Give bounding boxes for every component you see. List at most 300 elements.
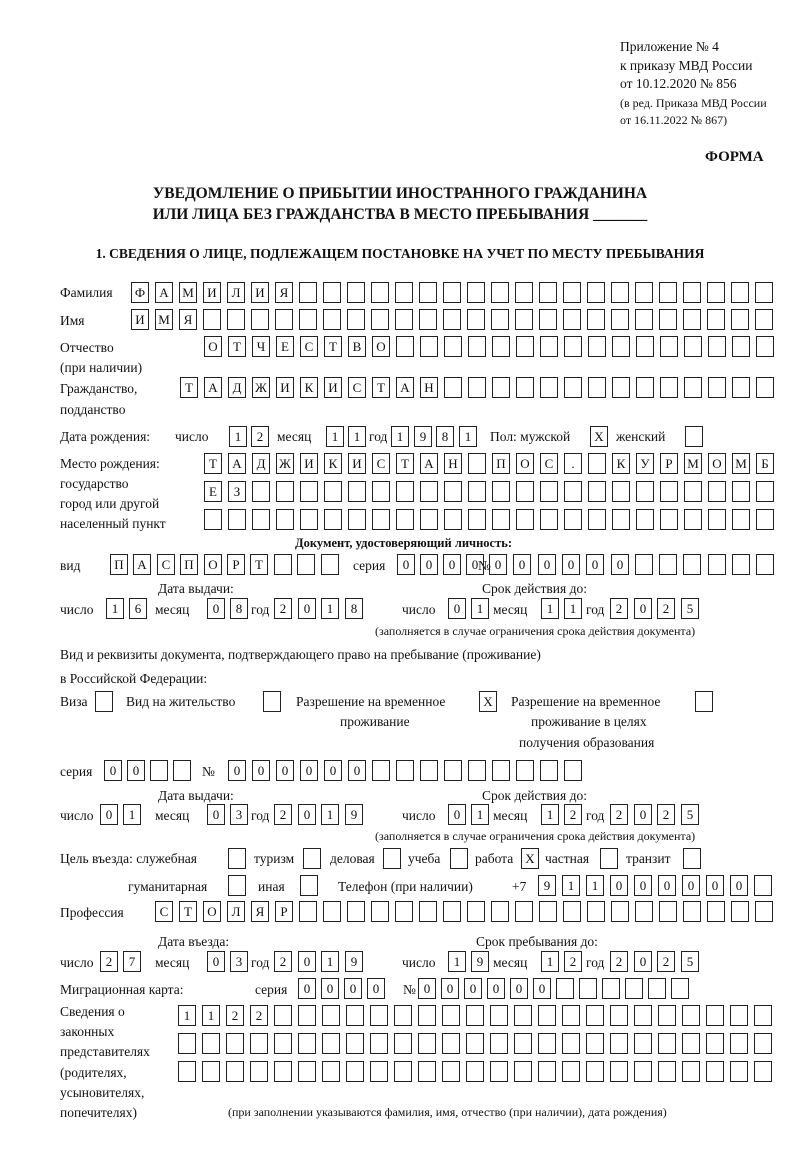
field-cell-stay-number[interactable] bbox=[564, 760, 582, 781]
field-cell-patronymic[interactable] bbox=[684, 336, 702, 357]
field-cell-birthplace3[interactable] bbox=[300, 509, 318, 530]
field-cell-surname[interactable]: И bbox=[203, 282, 221, 303]
field-cell-patronymic[interactable]: Т bbox=[228, 336, 246, 357]
field-cell-doc-kind[interactable] bbox=[274, 554, 292, 575]
field-cell-birthplace2[interactable] bbox=[708, 481, 726, 502]
field-cell-legal3[interactable] bbox=[394, 1061, 412, 1082]
field-cell-legal2[interactable] bbox=[610, 1033, 628, 1054]
field-cell-birthplace2[interactable] bbox=[636, 481, 654, 502]
field-cell-name[interactable] bbox=[539, 309, 557, 330]
field-cell-name[interactable] bbox=[323, 309, 341, 330]
field-cell-citizenship[interactable] bbox=[612, 377, 630, 398]
field-cell-stay-issue-day[interactable]: 1 bbox=[123, 804, 141, 825]
field-cell-name[interactable] bbox=[611, 309, 629, 330]
field-cell-citizenship[interactable] bbox=[492, 377, 510, 398]
field-cell-legal3[interactable] bbox=[610, 1061, 628, 1082]
field-cell-citizenship[interactable]: К bbox=[300, 377, 318, 398]
field-cell-doc-valid-year[interactable]: 2 bbox=[657, 598, 675, 619]
field-cell-legal1[interactable] bbox=[418, 1005, 436, 1026]
field-cell-surname[interactable] bbox=[299, 282, 317, 303]
field-cell-legal2[interactable] bbox=[202, 1033, 220, 1054]
field-cell-mig-number[interactable]: 0 bbox=[533, 978, 551, 999]
field-cell-patronymic[interactable] bbox=[444, 336, 462, 357]
field-cell-doc-valid-year[interactable]: 0 bbox=[634, 598, 652, 619]
field-cell-doc-number[interactable] bbox=[635, 554, 653, 575]
field-cell-phone[interactable]: 0 bbox=[610, 875, 628, 896]
field-cell-legal3[interactable] bbox=[202, 1061, 220, 1082]
field-cell-doc-number[interactable] bbox=[659, 554, 677, 575]
field-cell-stay-valid-day[interactable]: 1 bbox=[471, 804, 489, 825]
field-cell-birthplace3[interactable] bbox=[756, 509, 774, 530]
field-cell-doc-issue-day[interactable]: 6 bbox=[129, 598, 147, 619]
field-cell-birthplace2[interactable] bbox=[396, 481, 414, 502]
field-cell-legal3[interactable] bbox=[706, 1061, 724, 1082]
field-cell-phone[interactable]: 0 bbox=[706, 875, 724, 896]
field-cell-citizenship[interactable]: И bbox=[324, 377, 342, 398]
field-cell-doc-issue-year[interactable]: 0 bbox=[298, 598, 316, 619]
field-cell-surname[interactable]: А bbox=[155, 282, 173, 303]
checkbox-chk-visa[interactable] bbox=[95, 691, 113, 712]
field-cell-legal2[interactable] bbox=[370, 1033, 388, 1054]
field-cell-stay-until-day[interactable]: 9 bbox=[471, 951, 489, 972]
field-cell-patronymic[interactable]: Ч bbox=[252, 336, 270, 357]
field-cell-birthplace1[interactable]: И bbox=[348, 453, 366, 474]
field-cell-name[interactable] bbox=[467, 309, 485, 330]
field-cell-surname[interactable]: Ф bbox=[131, 282, 149, 303]
field-cell-name[interactable] bbox=[755, 309, 773, 330]
field-cell-birthplace3[interactable] bbox=[612, 509, 630, 530]
field-cell-doc-number[interactable]: 0 bbox=[489, 554, 507, 575]
field-cell-profession[interactable] bbox=[635, 901, 653, 922]
field-cell-legal1[interactable] bbox=[610, 1005, 628, 1026]
field-cell-name[interactable] bbox=[275, 309, 293, 330]
field-cell-legal1[interactable] bbox=[730, 1005, 748, 1026]
field-cell-legal1[interactable] bbox=[538, 1005, 556, 1026]
field-cell-doc-kind[interactable]: Т bbox=[250, 554, 268, 575]
field-cell-legal3[interactable] bbox=[370, 1061, 388, 1082]
field-cell-legal2[interactable] bbox=[250, 1033, 268, 1054]
field-cell-name[interactable] bbox=[227, 309, 245, 330]
field-cell-birthplace2[interactable] bbox=[348, 481, 366, 502]
field-cell-entry-month[interactable]: 0 bbox=[207, 951, 225, 972]
field-cell-birthplace2[interactable]: З bbox=[228, 481, 246, 502]
field-cell-stay-number[interactable] bbox=[516, 760, 534, 781]
field-cell-doc-kind[interactable]: С bbox=[157, 554, 175, 575]
field-cell-birthplace2[interactable] bbox=[516, 481, 534, 502]
field-cell-doc-number[interactable] bbox=[756, 554, 774, 575]
field-cell-legal2[interactable] bbox=[442, 1033, 460, 1054]
field-cell-doc-number[interactable]: 0 bbox=[586, 554, 604, 575]
field-cell-surname[interactable] bbox=[443, 282, 461, 303]
field-cell-doc-kind[interactable]: Р bbox=[227, 554, 245, 575]
field-cell-dob-year[interactable]: 1 bbox=[391, 426, 409, 447]
field-cell-patronymic[interactable]: В bbox=[348, 336, 366, 357]
field-cell-entry-day[interactable]: 7 bbox=[123, 951, 141, 972]
field-cell-legal3[interactable] bbox=[322, 1061, 340, 1082]
field-cell-phone[interactable]: 0 bbox=[730, 875, 748, 896]
field-cell-mig-number[interactable] bbox=[671, 978, 689, 999]
field-cell-birthplace1[interactable]: Н bbox=[444, 453, 462, 474]
field-cell-birthplace2[interactable] bbox=[756, 481, 774, 502]
field-cell-stay-valid-month[interactable]: 2 bbox=[564, 804, 582, 825]
field-cell-surname[interactable] bbox=[731, 282, 749, 303]
field-cell-birthplace1[interactable] bbox=[468, 453, 486, 474]
field-cell-profession[interactable] bbox=[683, 901, 701, 922]
field-cell-name[interactable] bbox=[731, 309, 749, 330]
field-cell-legal1[interactable] bbox=[514, 1005, 532, 1026]
field-cell-legal1[interactable]: 1 bbox=[202, 1005, 220, 1026]
field-cell-birthplace2[interactable] bbox=[468, 481, 486, 502]
field-cell-doc-series[interactable]: 0 bbox=[466, 554, 484, 575]
field-cell-legal2[interactable] bbox=[418, 1033, 436, 1054]
field-cell-legal3[interactable] bbox=[514, 1061, 532, 1082]
field-cell-profession[interactable] bbox=[371, 901, 389, 922]
field-cell-patronymic[interactable] bbox=[732, 336, 750, 357]
field-cell-stay-series[interactable] bbox=[173, 760, 191, 781]
field-cell-entry-year[interactable]: 1 bbox=[321, 951, 339, 972]
field-cell-birthplace1[interactable]: А bbox=[228, 453, 246, 474]
field-cell-birthplace3[interactable] bbox=[636, 509, 654, 530]
field-cell-doc-number[interactable]: 0 bbox=[562, 554, 580, 575]
field-cell-legal3[interactable] bbox=[754, 1061, 772, 1082]
field-cell-citizenship[interactable] bbox=[540, 377, 558, 398]
field-cell-phone[interactable]: 0 bbox=[682, 875, 700, 896]
field-cell-mig-series[interactable]: 0 bbox=[298, 978, 316, 999]
field-cell-patronymic[interactable] bbox=[468, 336, 486, 357]
field-cell-legal3[interactable] bbox=[634, 1061, 652, 1082]
field-cell-name[interactable] bbox=[587, 309, 605, 330]
field-cell-stay-valid-year[interactable]: 2 bbox=[657, 804, 675, 825]
field-cell-stay-issue-month[interactable]: 0 bbox=[207, 804, 225, 825]
field-cell-legal3[interactable] bbox=[442, 1061, 460, 1082]
field-cell-doc-series[interactable]: 0 bbox=[420, 554, 438, 575]
field-cell-birthplace3[interactable] bbox=[204, 509, 222, 530]
field-cell-name[interactable] bbox=[395, 309, 413, 330]
field-cell-birthplace1[interactable]: М bbox=[732, 453, 750, 474]
field-cell-birthplace3[interactable] bbox=[468, 509, 486, 530]
field-cell-patronymic[interactable] bbox=[588, 336, 606, 357]
field-cell-doc-valid-month[interactable]: 1 bbox=[541, 598, 559, 619]
field-cell-citizenship[interactable]: С bbox=[348, 377, 366, 398]
field-cell-legal1[interactable] bbox=[682, 1005, 700, 1026]
field-cell-name[interactable] bbox=[659, 309, 677, 330]
field-cell-surname[interactable] bbox=[755, 282, 773, 303]
field-cell-legal2[interactable] bbox=[634, 1033, 652, 1054]
field-cell-surname[interactable] bbox=[635, 282, 653, 303]
field-cell-patronymic[interactable] bbox=[612, 336, 630, 357]
field-cell-doc-kind[interactable]: П bbox=[110, 554, 128, 575]
field-cell-phone[interactable]: 1 bbox=[586, 875, 604, 896]
field-cell-phone[interactable]: 0 bbox=[658, 875, 676, 896]
field-cell-birthplace3[interactable] bbox=[660, 509, 678, 530]
field-cell-birthplace2[interactable] bbox=[612, 481, 630, 502]
checkbox-p-work[interactable]: X bbox=[521, 848, 539, 869]
field-cell-birthplace1[interactable]: К bbox=[612, 453, 630, 474]
field-cell-mig-number[interactable] bbox=[648, 978, 666, 999]
checkbox-p-tourism[interactable] bbox=[303, 848, 321, 869]
field-cell-profession[interactable] bbox=[731, 901, 749, 922]
checkbox-p-transit[interactable] bbox=[683, 848, 701, 869]
field-cell-profession[interactable] bbox=[491, 901, 509, 922]
field-cell-profession[interactable] bbox=[347, 901, 365, 922]
field-cell-birthplace1[interactable]: И bbox=[300, 453, 318, 474]
field-cell-surname[interactable] bbox=[515, 282, 533, 303]
field-cell-legal3[interactable] bbox=[178, 1061, 196, 1082]
field-cell-profession[interactable] bbox=[419, 901, 437, 922]
field-cell-doc-valid-year[interactable]: 5 bbox=[681, 598, 699, 619]
field-cell-stay-issue-year[interactable]: 0 bbox=[298, 804, 316, 825]
field-cell-surname[interactable] bbox=[707, 282, 725, 303]
field-cell-legal2[interactable] bbox=[538, 1033, 556, 1054]
field-cell-profession[interactable]: Л bbox=[227, 901, 245, 922]
field-cell-legal1[interactable]: 1 bbox=[178, 1005, 196, 1026]
field-cell-citizenship[interactable]: А bbox=[204, 377, 222, 398]
field-cell-birthplace2[interactable] bbox=[324, 481, 342, 502]
field-cell-profession[interactable]: С bbox=[155, 901, 173, 922]
field-cell-birthplace2[interactable] bbox=[588, 481, 606, 502]
field-cell-citizenship[interactable]: Н bbox=[420, 377, 438, 398]
field-cell-patronymic[interactable] bbox=[636, 336, 654, 357]
checkbox-sex-female[interactable] bbox=[685, 426, 703, 447]
field-cell-birthplace3[interactable] bbox=[276, 509, 294, 530]
field-cell-legal2[interactable] bbox=[730, 1033, 748, 1054]
field-cell-citizenship[interactable] bbox=[756, 377, 774, 398]
field-cell-legal2[interactable] bbox=[706, 1033, 724, 1054]
checkbox-chk-trp-edu[interactable] bbox=[695, 691, 713, 712]
field-cell-doc-number[interactable] bbox=[683, 554, 701, 575]
field-cell-birthplace2[interactable] bbox=[540, 481, 558, 502]
field-cell-legal2[interactable] bbox=[754, 1033, 772, 1054]
field-cell-birthplace2[interactable] bbox=[660, 481, 678, 502]
field-cell-patronymic[interactable]: С bbox=[300, 336, 318, 357]
field-cell-stay-issue-month[interactable]: 3 bbox=[230, 804, 248, 825]
field-cell-doc-series[interactable]: 0 bbox=[443, 554, 461, 575]
checkbox-p-private[interactable] bbox=[600, 848, 618, 869]
field-cell-profession[interactable]: Р bbox=[275, 901, 293, 922]
field-cell-profession[interactable]: Т bbox=[179, 901, 197, 922]
field-cell-name[interactable] bbox=[371, 309, 389, 330]
field-cell-birthplace1[interactable]: Д bbox=[252, 453, 270, 474]
field-cell-mig-number[interactable]: 0 bbox=[510, 978, 528, 999]
field-cell-profession[interactable]: Я bbox=[251, 901, 269, 922]
field-cell-legal3[interactable] bbox=[562, 1061, 580, 1082]
field-cell-doc-valid-day[interactable]: 0 bbox=[448, 598, 466, 619]
field-cell-surname[interactable] bbox=[659, 282, 677, 303]
checkbox-p-service[interactable] bbox=[228, 848, 246, 869]
field-cell-patronymic[interactable] bbox=[756, 336, 774, 357]
field-cell-legal2[interactable] bbox=[298, 1033, 316, 1054]
field-cell-birthplace1[interactable]: Т bbox=[396, 453, 414, 474]
field-cell-stay-valid-year[interactable]: 2 bbox=[610, 804, 628, 825]
field-cell-citizenship[interactable]: Д bbox=[228, 377, 246, 398]
field-cell-birthplace1[interactable]: Т bbox=[204, 453, 222, 474]
field-cell-patronymic[interactable] bbox=[540, 336, 558, 357]
field-cell-surname[interactable] bbox=[371, 282, 389, 303]
checkbox-chk-residence[interactable] bbox=[263, 691, 281, 712]
field-cell-name[interactable] bbox=[563, 309, 581, 330]
field-cell-surname[interactable]: М bbox=[179, 282, 197, 303]
field-cell-legal2[interactable] bbox=[274, 1033, 292, 1054]
field-cell-doc-issue-month[interactable]: 0 bbox=[207, 598, 225, 619]
field-cell-stay-number[interactable] bbox=[540, 760, 558, 781]
field-cell-profession[interactable] bbox=[467, 901, 485, 922]
field-cell-birthplace1[interactable]: П bbox=[492, 453, 510, 474]
field-cell-birthplace3[interactable] bbox=[516, 509, 534, 530]
field-cell-citizenship[interactable] bbox=[468, 377, 486, 398]
field-cell-legal1[interactable] bbox=[394, 1005, 412, 1026]
field-cell-name[interactable] bbox=[683, 309, 701, 330]
field-cell-mig-number[interactable] bbox=[625, 978, 643, 999]
checkbox-chk-trp[interactable]: X bbox=[479, 691, 497, 712]
field-cell-surname[interactable]: Л bbox=[227, 282, 245, 303]
field-cell-birthplace2[interactable] bbox=[492, 481, 510, 502]
field-cell-birthplace3[interactable] bbox=[444, 509, 462, 530]
field-cell-name[interactable] bbox=[635, 309, 653, 330]
field-cell-legal1[interactable] bbox=[634, 1005, 652, 1026]
field-cell-legal1[interactable] bbox=[442, 1005, 460, 1026]
field-cell-stay-number[interactable]: 0 bbox=[300, 760, 318, 781]
field-cell-surname[interactable]: Я bbox=[275, 282, 293, 303]
field-cell-citizenship[interactable]: Ж bbox=[252, 377, 270, 398]
field-cell-mig-number[interactable]: 0 bbox=[464, 978, 482, 999]
field-cell-mig-number[interactable] bbox=[602, 978, 620, 999]
field-cell-doc-issue-year[interactable]: 1 bbox=[321, 598, 339, 619]
field-cell-doc-kind[interactable]: П bbox=[180, 554, 198, 575]
field-cell-dob-year[interactable]: 9 bbox=[414, 426, 432, 447]
field-cell-entry-year[interactable]: 2 bbox=[274, 951, 292, 972]
field-cell-birthplace2[interactable] bbox=[252, 481, 270, 502]
field-cell-legal3[interactable] bbox=[298, 1061, 316, 1082]
field-cell-citizenship[interactable] bbox=[708, 377, 726, 398]
field-cell-profession[interactable] bbox=[539, 901, 557, 922]
field-cell-legal2[interactable] bbox=[682, 1033, 700, 1054]
field-cell-citizenship[interactable] bbox=[684, 377, 702, 398]
field-cell-birthplace2[interactable] bbox=[732, 481, 750, 502]
field-cell-stay-series[interactable]: 0 bbox=[104, 760, 122, 781]
field-cell-legal2[interactable] bbox=[562, 1033, 580, 1054]
field-cell-patronymic[interactable]: О bbox=[372, 336, 390, 357]
field-cell-doc-number[interactable]: 0 bbox=[611, 554, 629, 575]
field-cell-legal1[interactable] bbox=[754, 1005, 772, 1026]
field-cell-profession[interactable] bbox=[707, 901, 725, 922]
field-cell-legal3[interactable] bbox=[466, 1061, 484, 1082]
field-cell-stay-issue-year[interactable]: 9 bbox=[345, 804, 363, 825]
field-cell-legal1[interactable]: 2 bbox=[226, 1005, 244, 1026]
field-cell-mig-series[interactable]: 0 bbox=[367, 978, 385, 999]
field-cell-doc-issue-year[interactable]: 8 bbox=[345, 598, 363, 619]
field-cell-citizenship[interactable]: И bbox=[276, 377, 294, 398]
field-cell-legal2[interactable] bbox=[322, 1033, 340, 1054]
field-cell-surname[interactable] bbox=[347, 282, 365, 303]
field-cell-doc-issue-month[interactable]: 8 bbox=[230, 598, 248, 619]
field-cell-stay-until-year[interactable]: 5 bbox=[681, 951, 699, 972]
field-cell-legal2[interactable] bbox=[346, 1033, 364, 1054]
checkbox-p-other[interactable] bbox=[300, 875, 318, 896]
field-cell-birthplace1[interactable] bbox=[588, 453, 606, 474]
field-cell-name[interactable] bbox=[251, 309, 269, 330]
field-cell-patronymic[interactable] bbox=[516, 336, 534, 357]
field-cell-stay-number[interactable]: 0 bbox=[252, 760, 270, 781]
field-cell-name[interactable] bbox=[707, 309, 725, 330]
field-cell-patronymic[interactable] bbox=[492, 336, 510, 357]
field-cell-mig-number[interactable]: 0 bbox=[418, 978, 436, 999]
field-cell-stay-series[interactable]: 0 bbox=[127, 760, 145, 781]
field-cell-legal3[interactable] bbox=[586, 1061, 604, 1082]
field-cell-name[interactable]: Я bbox=[179, 309, 197, 330]
field-cell-doc-number[interactable] bbox=[732, 554, 750, 575]
field-cell-stay-number[interactable] bbox=[396, 760, 414, 781]
field-cell-surname[interactable] bbox=[419, 282, 437, 303]
field-cell-doc-issue-year[interactable]: 2 bbox=[274, 598, 292, 619]
field-cell-stay-series[interactable] bbox=[150, 760, 168, 781]
field-cell-birthplace3[interactable] bbox=[684, 509, 702, 530]
field-cell-doc-series[interactable]: 0 bbox=[397, 554, 415, 575]
field-cell-doc-valid-day[interactable]: 1 bbox=[471, 598, 489, 619]
field-cell-birthplace2[interactable] bbox=[444, 481, 462, 502]
field-cell-birthplace1[interactable]: С bbox=[372, 453, 390, 474]
field-cell-mig-series[interactable]: 0 bbox=[321, 978, 339, 999]
field-cell-birthplace2[interactable] bbox=[564, 481, 582, 502]
field-cell-stay-issue-year[interactable]: 2 bbox=[274, 804, 292, 825]
field-cell-birthplace1[interactable]: М bbox=[684, 453, 702, 474]
field-cell-stay-number[interactable] bbox=[420, 760, 438, 781]
checkbox-p-humanitarian[interactable] bbox=[228, 875, 246, 896]
field-cell-patronymic[interactable] bbox=[564, 336, 582, 357]
field-cell-citizenship[interactable]: Т bbox=[372, 377, 390, 398]
field-cell-name[interactable] bbox=[515, 309, 533, 330]
field-cell-mig-number[interactable] bbox=[556, 978, 574, 999]
field-cell-name[interactable] bbox=[203, 309, 221, 330]
field-cell-citizenship[interactable]: А bbox=[396, 377, 414, 398]
field-cell-citizenship[interactable] bbox=[660, 377, 678, 398]
field-cell-legal1[interactable] bbox=[586, 1005, 604, 1026]
field-cell-profession[interactable] bbox=[563, 901, 581, 922]
field-cell-profession[interactable]: О bbox=[203, 901, 221, 922]
field-cell-profession[interactable] bbox=[395, 901, 413, 922]
field-cell-stay-until-year[interactable]: 0 bbox=[634, 951, 652, 972]
field-cell-profession[interactable] bbox=[755, 901, 773, 922]
field-cell-legal3[interactable] bbox=[490, 1061, 508, 1082]
field-cell-birthplace3[interactable] bbox=[396, 509, 414, 530]
field-cell-stay-until-month[interactable]: 2 bbox=[564, 951, 582, 972]
field-cell-doc-valid-year[interactable]: 2 bbox=[610, 598, 628, 619]
field-cell-doc-kind[interactable]: А bbox=[133, 554, 151, 575]
field-cell-birthplace3[interactable] bbox=[564, 509, 582, 530]
field-cell-surname[interactable] bbox=[611, 282, 629, 303]
field-cell-stay-number[interactable]: 0 bbox=[228, 760, 246, 781]
field-cell-profession[interactable] bbox=[611, 901, 629, 922]
field-cell-legal3[interactable] bbox=[274, 1061, 292, 1082]
field-cell-name[interactable] bbox=[347, 309, 365, 330]
field-cell-citizenship[interactable]: Т bbox=[180, 377, 198, 398]
field-cell-birthplace3[interactable] bbox=[348, 509, 366, 530]
field-cell-legal3[interactable] bbox=[250, 1061, 268, 1082]
field-cell-legal2[interactable] bbox=[178, 1033, 196, 1054]
field-cell-name[interactable] bbox=[419, 309, 437, 330]
field-cell-birthplace1[interactable]: А bbox=[420, 453, 438, 474]
field-cell-surname[interactable] bbox=[323, 282, 341, 303]
field-cell-citizenship[interactable] bbox=[732, 377, 750, 398]
field-cell-birthplace3[interactable] bbox=[588, 509, 606, 530]
field-cell-stay-number[interactable]: 0 bbox=[348, 760, 366, 781]
field-cell-legal1[interactable] bbox=[706, 1005, 724, 1026]
field-cell-doc-number[interactable]: 0 bbox=[513, 554, 531, 575]
field-cell-dob-day[interactable]: 2 bbox=[251, 426, 269, 447]
field-cell-surname[interactable] bbox=[467, 282, 485, 303]
field-cell-patronymic[interactable] bbox=[396, 336, 414, 357]
field-cell-legal3[interactable] bbox=[346, 1061, 364, 1082]
field-cell-legal3[interactable] bbox=[418, 1061, 436, 1082]
